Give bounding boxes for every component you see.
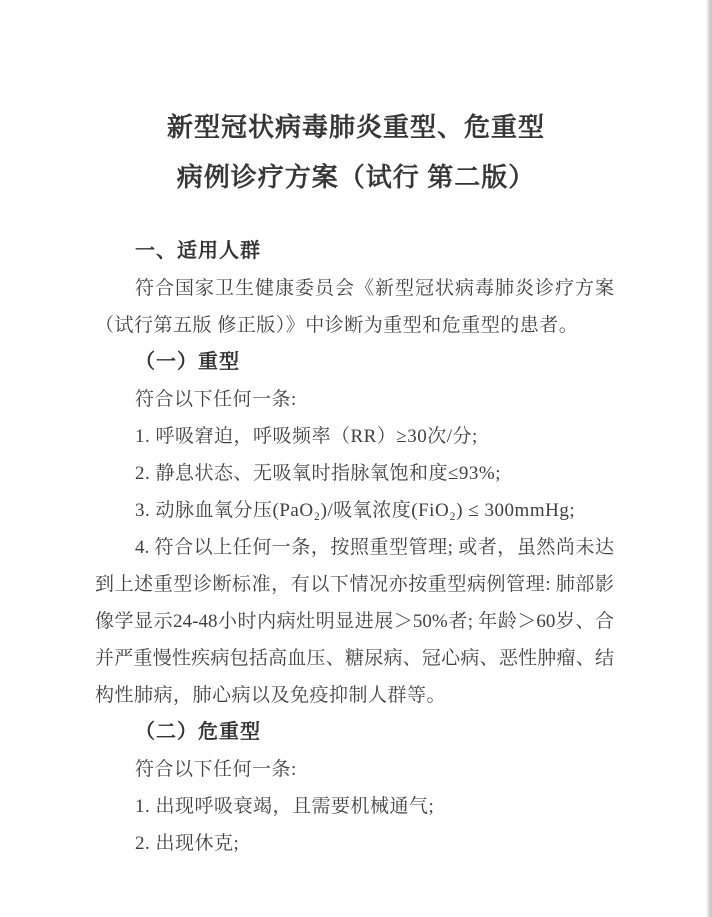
section-heading-line: （二）危重型	[135, 721, 261, 743]
text-line: 3. 动脉血氧分压(PaO₂)/吸氧浓度(FiO₂) ≤ 300mmHg;	[135, 500, 576, 521]
text-line: 到上述重型诊断标准，有以下情况亦按重型病例管理: 肺部影	[95, 574, 614, 595]
text-line: 符合以下任何一条:	[135, 389, 297, 410]
text-line: 符合国家卫生健康委员会《新型冠状病毒肺炎诊疗方案	[135, 278, 614, 299]
section-heading-line: （一）重型	[135, 351, 240, 373]
text-line: 构性肺病，肺心病以及免疫抑制人群等。	[95, 685, 447, 706]
text-line: 2. 出现休克;	[135, 833, 240, 854]
text-line: 4. 符合以上任何一条，按照重型管理; 或者，虽然尚未达	[135, 537, 614, 558]
page-edge-shadow	[706, 0, 712, 917]
text-line: 1. 呼吸窘迫，呼吸频率（RR）≥30次/分;	[135, 426, 478, 447]
text-line: 并严重慢性疾病包括高血压、糖尿病、冠心病、恶性肿瘤、结	[95, 648, 614, 669]
document-body	[95, 233, 614, 862]
document-title	[0, 103, 712, 203]
text-line: （试行第五版 修正版）》中诊断为重型和危重型的患者。	[95, 315, 579, 336]
text-line: 1. 出现呼吸衰竭，且需要机械通气;	[135, 796, 435, 817]
title-line-2: 病例诊疗方案（试行 第二版）	[176, 163, 536, 192]
text-line: 符合以下任何一条:	[135, 759, 297, 780]
text-line: 2. 静息状态、无吸氧时指脉氧饱和度≤93%;	[135, 463, 502, 484]
title-line-1: 新型冠状病毒肺炎重型、危重型	[166, 113, 545, 142]
section-heading-line: 一、适用人群	[135, 240, 261, 262]
text-line: 像学显示24-48小时内病灶明显进展＞50%者; 年龄＞60岁、合	[95, 611, 614, 632]
